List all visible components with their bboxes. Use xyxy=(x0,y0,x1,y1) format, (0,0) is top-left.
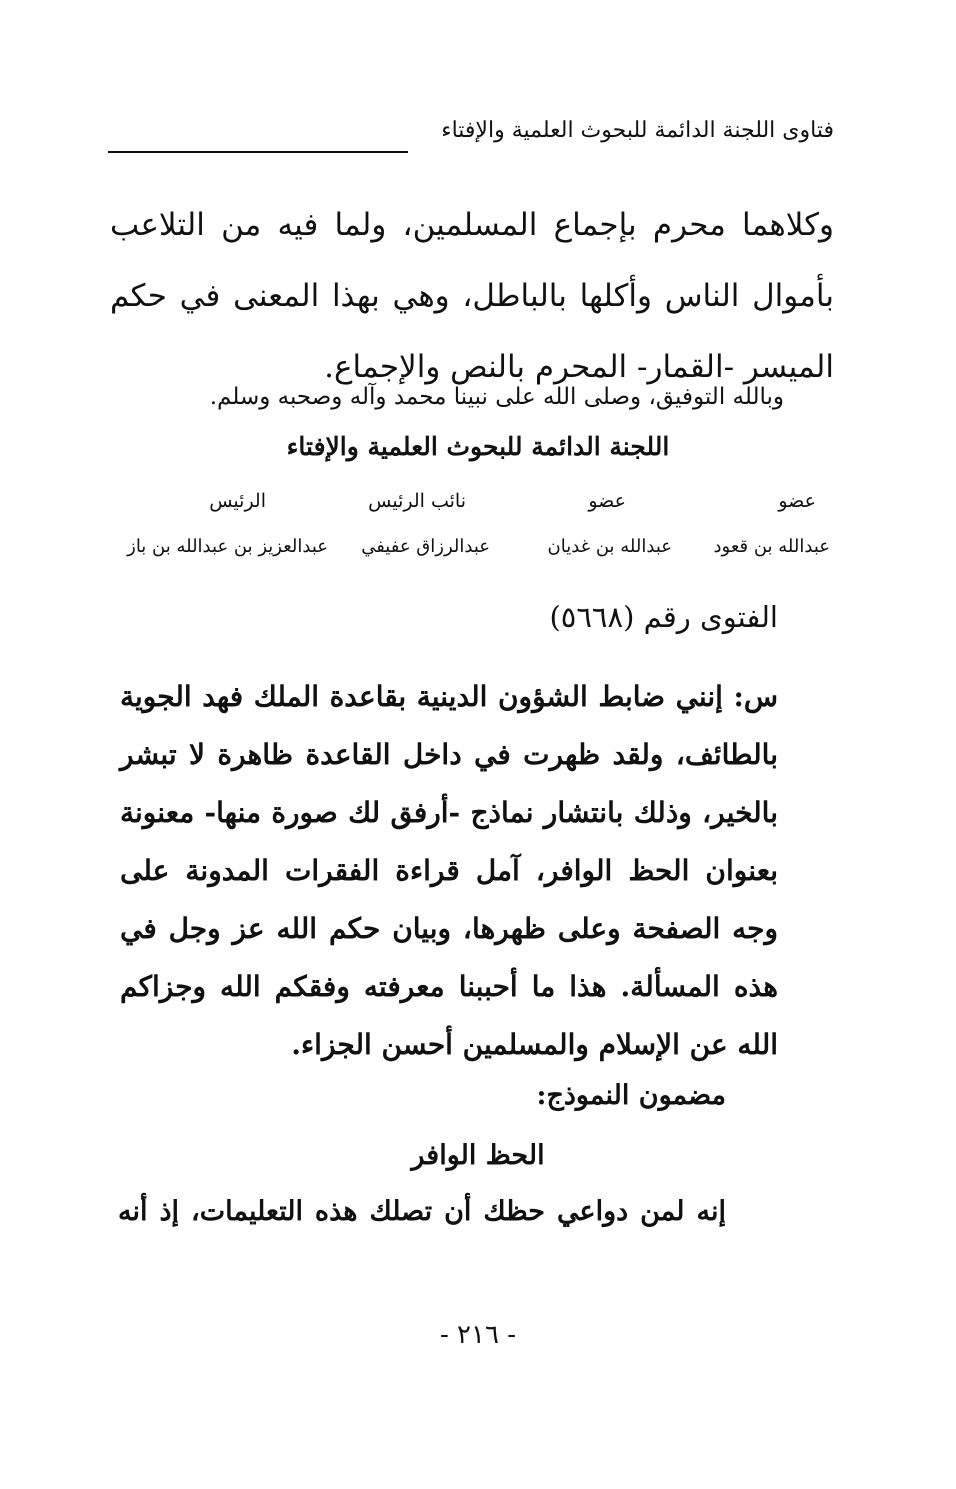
model-heading: مضمون النموذج: xyxy=(536,1080,726,1111)
signatory-name-1: عبدالله بن قعود xyxy=(713,536,830,557)
running-header: فتاوى اللجنة الدائمة للبحوث العلمية والإفتاء xyxy=(441,118,834,143)
signatory-role-4: الرئيس xyxy=(209,490,266,512)
signatory-role-1: عضو xyxy=(778,490,816,512)
model-text: إنه لمن دواعي حظك أن تصلك هذه التعليمات، إذ أنه xyxy=(118,1196,726,1227)
header-rule xyxy=(108,151,408,153)
paragraph-1: وكلاهما محرم بإجماع المسلمين، ولما فيه من التلاعب بأموال الناس وأكلها بالباطل، وهي بهذا المعنى في حكم الميسر -القمار- المحرم بالنص والإجماع. xyxy=(110,207,834,385)
closing-line: وبالله التوفيق، وصلى الله على نبينا محمد وآله وصحبه وسلم. xyxy=(209,384,784,410)
model-title: الحظ الوافر xyxy=(411,1140,545,1171)
fatwa-number: الفتوى رقم (٥٦٦٨) xyxy=(549,600,778,634)
signatory-name-4: عبدالعزيز بن عبدالله بن باز xyxy=(127,536,328,557)
committee-title: اللجنة الدائمة للبحوث العلمية والإفتاء xyxy=(286,432,670,461)
signatory-name-2: عبدالله بن غديان xyxy=(547,536,672,557)
question-paragraph: س: إنني ضابط الشؤون الدينية بقاعدة الملك فهد الجوية بالطائف، ولقد ظهرت في داخل القاعدة ظاهرة لا تبشر بالخير، وذلك بانتشار نماذج -أرفق لك صورة منها- معنونة بعنوان الحظ الوافر، آمل قراءة الفقرات المدونة على وجه الصفحة وعلى ظهرها، وبيان حكم الله عز وجل في هذه المسألة. هذا ما أحببنا معرفته وفقكم الله وجزاكم الله عن الإسلام والمسلمين أحسن الجزاء. xyxy=(120,680,778,1061)
signatory-role-3: نائب الرئيس xyxy=(368,490,466,512)
signatory-name-3: عبدالرزاق عفيفي xyxy=(361,536,490,557)
page-number: - ٢١٦ - xyxy=(439,1320,517,1350)
signatory-role-2: عضو xyxy=(588,490,626,512)
